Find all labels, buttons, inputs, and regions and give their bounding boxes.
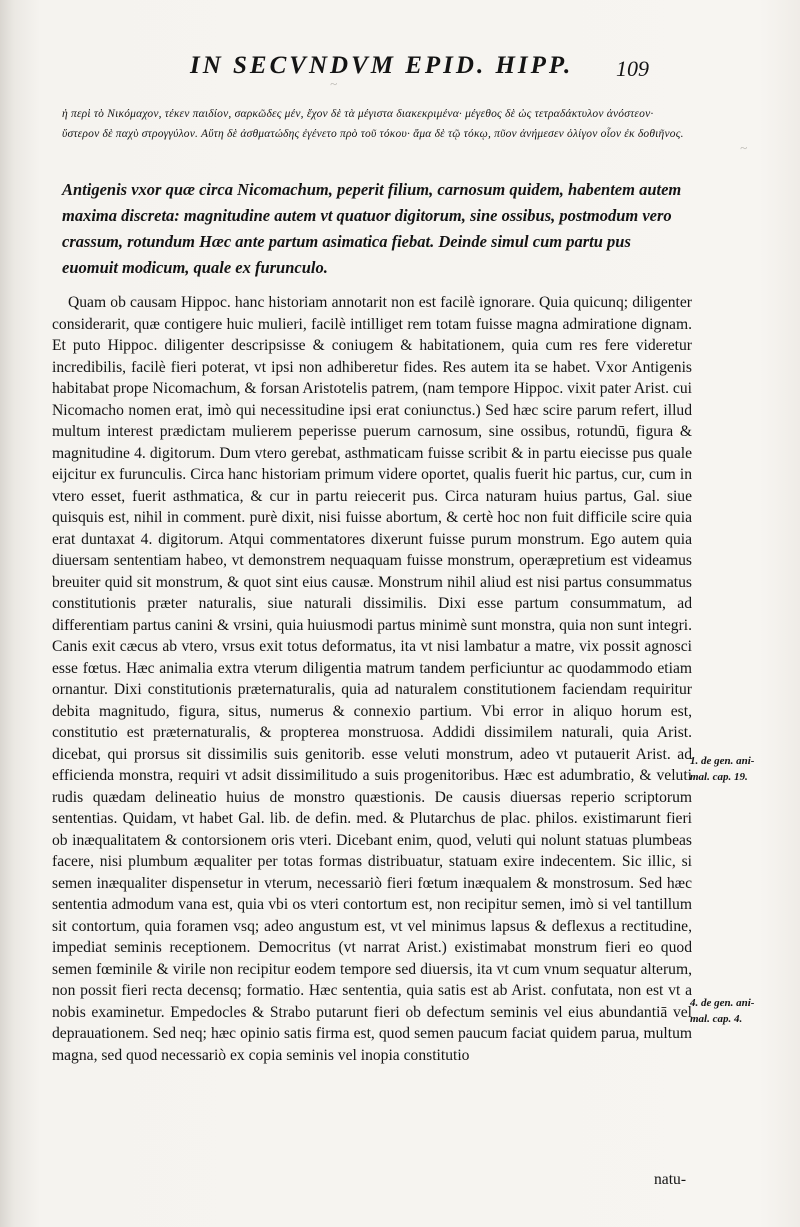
page-number: 109 [616, 56, 649, 81]
commentary-body [52, 292, 692, 1066]
catchword: natu- [654, 1171, 687, 1188]
margin-note-2: 4. de gen. ani-mal. cap. 4. [690, 997, 755, 1025]
latin-translation: Antigenis vxor quæ circa Nicomachum, peperit filium, carnosum quidem, habentem autem maxima discreta: magnitudine autem vt quatuor digitorum, sine ossibus, postmodum vero crassum, rotundum Hæc ante partum asimatica fiebat. Deinde simul cum partu pus euomuit modicum, quale ex furunculo. [62, 180, 682, 277]
bleed-through-text: ~ [330, 76, 338, 91]
greek-text: ἡ περὶ τὸ Νικόμαχον, τέκεν παιδίον, σαρκῶδες μέν, ἔχον δὲ τὰ μέγιστα διακεκριμένα· μέγεθος δὲ ὡς τετραδάκτυλον ἀνόστεον· ὕστερον δὲ παχὺ στρογγύλον. Αὕτη δὲ ἀσθματώδης ἐγένετο πρὸ τοῦ τόκου· ἅμα δὲ τῷ τόκῳ, πῦον ἀνήμεσεν ὀλίγον οἷον ἐκ δοθιῆνος. [62, 108, 684, 140]
bleed-through-text-right: ~ [740, 140, 748, 155]
margin-note-1: 1. de gen. ani-mal. cap. 19. [690, 755, 755, 783]
commentary-paragraph: Quam ob causam Hippoc. hanc historiam annotarit non est facilè ignorare. Quia quicunq; diligenter considerarit, quæ contigere huic mulieri, facilè intilliget rem totam fuisse magna admiratione dignam. Et puto Hippoc. diligenter descripsisse & coniugem & habitationem, quia cum res fere videretur incredibilis, facilè fieri poterat, vt ipsi non adhiberetur fides. Res autem ita se habet. Vxor Antigenis habitabat prope Nicomachum, & forsan Aristotelis patrem, (nam tempore Hippoc. vixit pater Arist. cui Nicomacho nomen erat, imò qui necessitudine ipsi erat coniunctus.) Sed hæc scire parum refert, illud multum interest prædictam mulierem peperisse puerum carnosum, sine ossibus, rotundū, figura & magnitudine 4. digitorum. Dum vtero gerebat, asthmaticam fuisse scribit & in partu eiecisse pus quale eijcitur ex furunculis. Circa hanc historiam primum videre oportet, qualis fuerit hic partus, cur, cum in vtero esset, fuerit asthmatica, & cur in partu reiecerit pus. Circa naturam huius partus, Gal. siue quisquis est, nihil in comment. purè dixit, nisi fuisse abortum, & certè hoc non fuit difficile scire quia erat duntaxat 4. digitorum. Atqui commentatores dixerunt fuisse purum monstrum. Ego autem quia diuersam sententiam habeo, vt demonstrem nequaquam fuisse monstrum, operæpretium est videamus breuiter quid sit monstrum, & quot sint eius causæ. Monstrum nihil aliud est nisi partus consummatus constitutionis præter naturalis, siue naturali dissimilis. Dixi esse partum consummatum, ad differentiam partus canini & vrsini, quia huiusmodi partus minimè sunt monstra, quia non sunt integri. Canis exit cæcus ab vtero, vrsus exit totus deformatus, ita vt nisi lambatur a matre, vix possit agnosci esse fœtus. Hæc animalia extra vterum diligentia matrum tandem perficiuntur ac quodammodo etiam ornantur. Dixi constitutionis præternaturalis, quia ad naturalem constitutionem faciendam requiritur debita magnitudo, figura, situs, numerus & connexio partium. Vbi error in aliquo horum est, constitutio est præternaturalis, & propterea monstruosa. Addidi dissimilem naturali, quia Arist. dicebat, qui prorsus sit dissimilis suis genitorib. esse veluti monstrum, adeo vt putauerit Arist. ad efficienda monstra, requiri vt adsit dissimilitudo a suis progenitoribus. Hæc est adumbratio, & veluti rudis quædam delineatio huius de monstro quæstionis. De causis diuersas reperio scriptorum sententias. Quidam, vt habet Gal. lib. de defin. med. & Plutarchus de plac. philos. existimarunt fieri ob inæqualitatem & contorsionem oris vteri. Dicebant enim, quod, veluti qui nolunt statuas plumbeas facere, nisi plumbum æqualiter per totas formas distribuatur, statuam exire indecentem. Sic illic, si semen inæqualiter dispensetur in vterum, necessariò fieri fœtum inæqualem & monstrosum. Sed hæc sententia admodum vana est, quia vbi os vteri contortum est, non recipitur semen, imò si vel tantillum sit contortum, quia foramen vsq; adeo angustum est, vt vel minimus lapsus & deflexus a rectitudine, impediat seminis receptionem. Democritus (vt narrat Arist.) existimabat monstrum fieri eo quod semen fœminile & virile non recipitur eodem tempore sed diuersis, ita vt cum vnum sequatur alterum, non possit fieri recta decensq; formatio. Hæc sententia, quia satis est ab Arist. confutata, non est vt a nobis examinetur. Empedocles & Strabo putarunt fieri ob defectum seminis vel eius abundantiā vel deprauationem. Sed neq; hæc opinio satis firma est, quod semen paucum faciat quidem parua, multum magna, sed quod necessariò ex copia seminis vel inopia constitutio [52, 294, 692, 1064]
running-title: IN SECVNDVM EPID. HIPP. [190, 52, 574, 79]
